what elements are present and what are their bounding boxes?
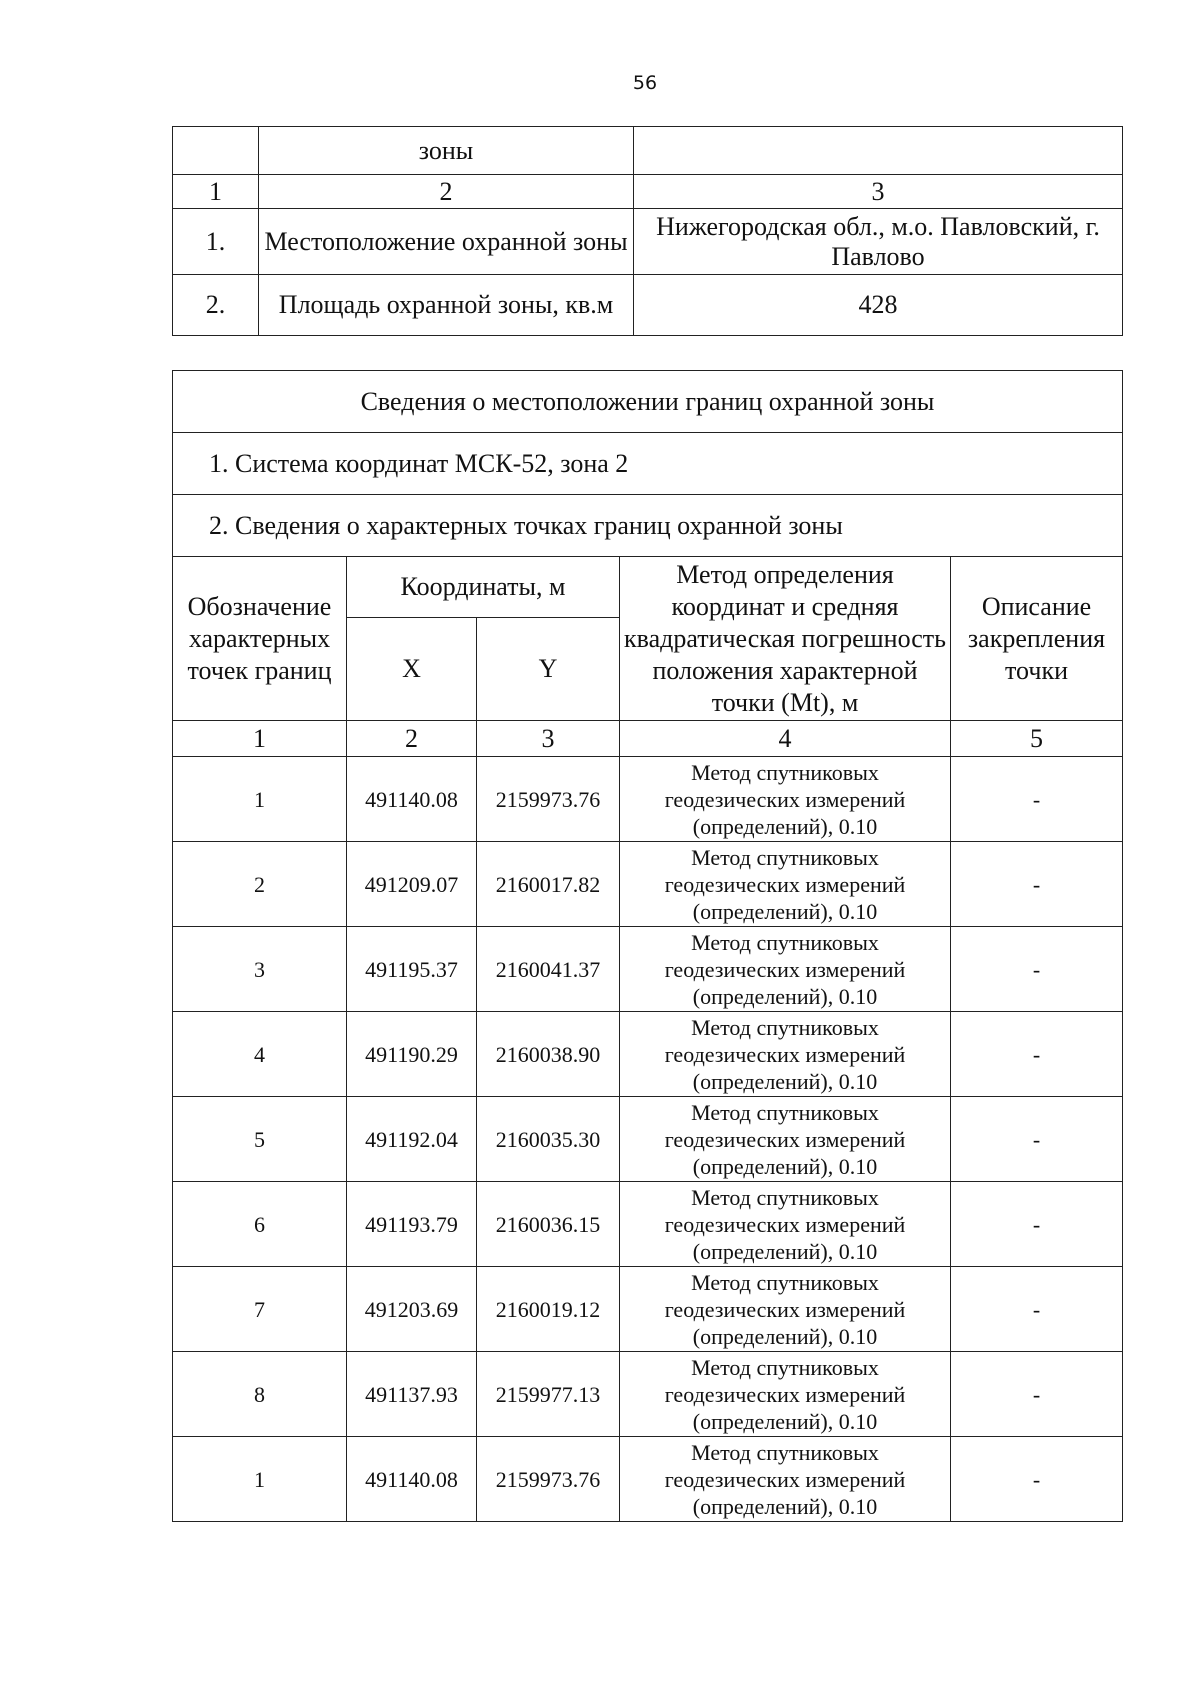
point-method: Метод спутниковых геодезических измерений (определений), 0.10: [620, 842, 951, 927]
column-number: 2: [347, 721, 477, 757]
table-cell: 1.: [173, 209, 259, 275]
table-cell: 2.: [173, 275, 259, 336]
table-cell: Площадь охранной зоны, кв.м: [259, 275, 634, 336]
point-x: 491203.69: [347, 1267, 477, 1352]
point-x: 491140.08: [347, 757, 477, 842]
point-number: 1: [173, 757, 347, 842]
header-row: [173, 557, 1123, 618]
point-description: -: [951, 757, 1123, 842]
point-x: 491195.37: [347, 927, 477, 1012]
column-number: 5: [951, 721, 1123, 757]
point-y: 2160038.90: [477, 1012, 620, 1097]
table-cell: 1: [173, 175, 259, 209]
header-designation: Обозначение характерных точек границ: [173, 557, 347, 721]
table-row: [173, 842, 1123, 927]
table-cell: [173, 127, 259, 175]
table-cell: Нижегородская обл., м.о. Павловский, г. Павлово: [634, 209, 1123, 275]
point-method: Метод спутниковых геодезических измерений (определений), 0.10: [620, 757, 951, 842]
point-y: 2160036.15: [477, 1182, 620, 1267]
point-method: Метод спутниковых геодезических измерений (определений), 0.10: [620, 1182, 951, 1267]
point-number: 1: [173, 1437, 347, 1522]
table-row: [173, 433, 1123, 495]
point-y: 2160019.12: [477, 1267, 620, 1352]
point-method: Метод спутниковых геодезических измерений (определений), 0.10: [620, 927, 951, 1012]
table-row: [173, 495, 1123, 557]
point-number: 8: [173, 1352, 347, 1437]
point-description: -: [951, 1012, 1123, 1097]
point-description: -: [951, 1437, 1123, 1522]
point-description: -: [951, 1352, 1123, 1437]
boundary-points-table: [172, 370, 1123, 1522]
zone-info-table: [172, 126, 1123, 336]
table-row: [173, 1182, 1123, 1267]
point-description: -: [951, 927, 1123, 1012]
point-y: 2160035.30: [477, 1097, 620, 1182]
point-y: 2160017.82: [477, 842, 620, 927]
table-row: [173, 1012, 1123, 1097]
table-row: [173, 1097, 1123, 1182]
table-cell: [634, 127, 1123, 175]
point-number: 7: [173, 1267, 347, 1352]
table-row: [173, 275, 1123, 336]
header-x: X: [347, 618, 477, 721]
point-description: -: [951, 842, 1123, 927]
point-method: Метод спутниковых геодезических измерений (определений), 0.10: [620, 1267, 951, 1352]
table-cell: зоны: [259, 127, 634, 175]
header-description: Описание закрепления точки: [951, 557, 1123, 721]
point-x: 491190.29: [347, 1012, 477, 1097]
point-x: 491209.07: [347, 842, 477, 927]
table-row: [173, 1267, 1123, 1352]
point-number: 2: [173, 842, 347, 927]
column-number-row: [173, 721, 1123, 757]
point-x: 491193.79: [347, 1182, 477, 1267]
table-row: [173, 1437, 1123, 1522]
table-row: [173, 927, 1123, 1012]
point-description: -: [951, 1267, 1123, 1352]
point-x: 491137.93: [347, 1352, 477, 1437]
header-method: Метод определения координат и средняя квадратическая погрешность положения характерной точки (Mt), м: [620, 557, 951, 721]
point-number: 6: [173, 1182, 347, 1267]
table-cell: Местоположение охранной зоны: [259, 209, 634, 275]
page-number: 56: [632, 72, 658, 94]
column-number: 1: [173, 721, 347, 757]
point-method: Метод спутниковых геодезических измерений (определений), 0.10: [620, 1352, 951, 1437]
point-method: Метод спутниковых геодезических измерений (определений), 0.10: [620, 1012, 951, 1097]
table-cell: 2: [259, 175, 634, 209]
column-number: 3: [477, 721, 620, 757]
header-coordinates: Координаты, м: [347, 557, 620, 618]
point-description: -: [951, 1097, 1123, 1182]
point-method: Метод спутниковых геодезических измерений (определений), 0.10: [620, 1097, 951, 1182]
table-cell: 428: [634, 275, 1123, 336]
point-number: 5: [173, 1097, 347, 1182]
table-row: [173, 757, 1123, 842]
point-x: 491140.08: [347, 1437, 477, 1522]
point-x: 491192.04: [347, 1097, 477, 1182]
point-y: 2159977.13: [477, 1352, 620, 1437]
points-title: 2. Сведения о характерных точках границ охранной зоны: [173, 495, 1123, 557]
table-row: [173, 209, 1123, 275]
point-number: 3: [173, 927, 347, 1012]
table-title-row: [173, 371, 1123, 433]
table-row: [173, 175, 1123, 209]
coord-system: 1. Система координат МСК-52, зона 2: [173, 433, 1123, 495]
table-row: [173, 1352, 1123, 1437]
column-number: 4: [620, 721, 951, 757]
point-y: 2160041.37: [477, 927, 620, 1012]
point-number: 4: [173, 1012, 347, 1097]
table-cell: 3: [634, 175, 1123, 209]
point-y: 2159973.76: [477, 1437, 620, 1522]
point-y: 2159973.76: [477, 757, 620, 842]
header-y: Y: [477, 618, 620, 721]
point-description: -: [951, 1182, 1123, 1267]
table-row: [173, 127, 1123, 175]
table-title: Сведения о местоположении границ охранной зоны: [173, 371, 1123, 433]
point-method: Метод спутниковых геодезических измерений (определений), 0.10: [620, 1437, 951, 1522]
